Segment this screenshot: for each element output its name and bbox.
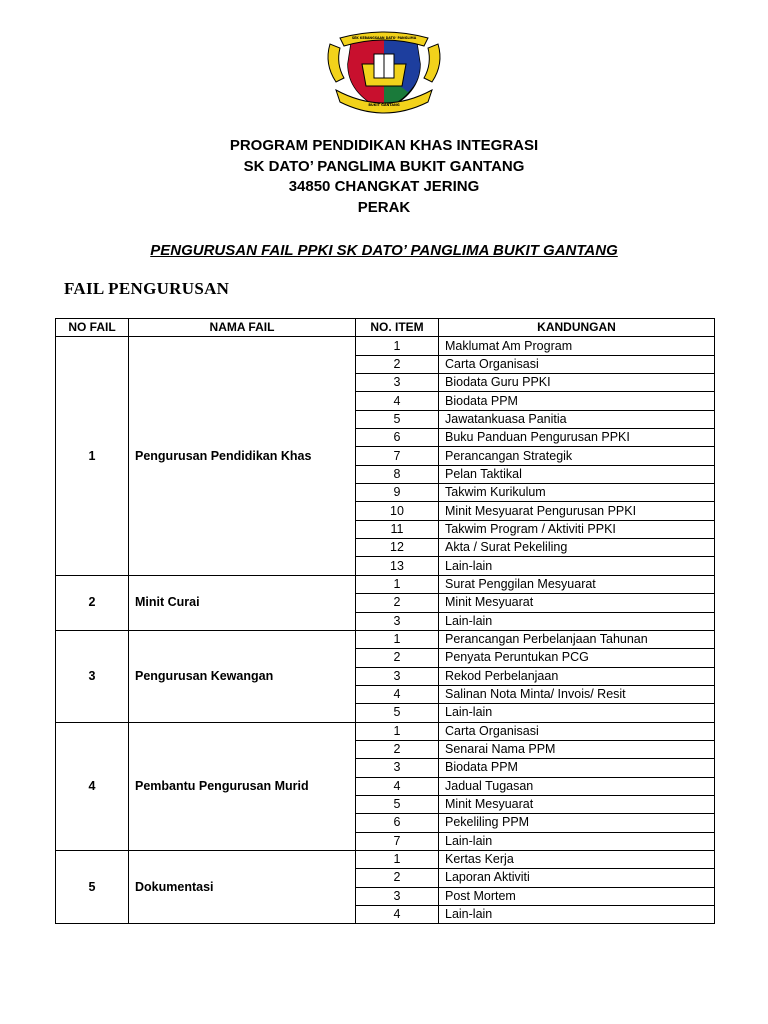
item-number: 3 bbox=[356, 759, 439, 777]
item-number: 2 bbox=[356, 740, 439, 758]
header-kandungan: KANDUNGAN bbox=[439, 319, 715, 337]
item-content: Takwim Kurikulum bbox=[439, 484, 715, 502]
item-content: Lain-lain bbox=[439, 906, 715, 924]
header-nama-fail: NAMA FAIL bbox=[129, 319, 356, 337]
item-number: 2 bbox=[356, 869, 439, 887]
item-content: Pekeliling PPM bbox=[439, 814, 715, 832]
header-address: 34850 CHANGKAT JERING bbox=[288, 178, 480, 195]
table-row bbox=[56, 722, 715, 740]
item-content: Kertas Kerja bbox=[439, 850, 715, 868]
crest-top-banner: SEK KEBANGSAAN DATO' PANGLIMA bbox=[351, 36, 417, 40]
item-content: Post Mortem bbox=[439, 887, 715, 905]
section-title: FAIL PENGURUSAN bbox=[64, 279, 230, 298]
item-number: 1 bbox=[356, 850, 439, 868]
item-number: 1 bbox=[356, 337, 439, 355]
item-content: Takwim Program / Aktiviti PPKI bbox=[439, 520, 715, 538]
item-content: Carta Organisasi bbox=[439, 722, 715, 740]
item-content: Maklumat Am Program bbox=[439, 337, 715, 355]
item-number: 4 bbox=[356, 906, 439, 924]
item-content: Perancangan Perbelanjaan Tahunan bbox=[439, 630, 715, 648]
header-no-fail: NO FAIL bbox=[56, 319, 129, 337]
header-program: PROGRAM PENDIDIKAN KHAS INTEGRASI bbox=[229, 137, 539, 154]
item-content: Lain-lain bbox=[439, 704, 715, 722]
item-content: Akta / Surat Pekeliling bbox=[439, 539, 715, 557]
crest-bottom-banner: BUKIT GANTANG bbox=[368, 103, 400, 107]
item-content: Jawatankuasa Panitia bbox=[439, 410, 715, 428]
item-content: Minit Mesyuarat Pengurusan PPKI bbox=[439, 502, 715, 520]
item-number: 13 bbox=[356, 557, 439, 575]
item-content: Salinan Nota Minta/ Invois/ Resit bbox=[439, 685, 715, 703]
item-content: Surat Penggilan Mesyuarat bbox=[439, 575, 715, 593]
school-crest-icon bbox=[322, 24, 446, 116]
item-content: Lain-lain bbox=[439, 832, 715, 850]
item-number: 6 bbox=[356, 429, 439, 447]
item-content: Pelan Taktikal bbox=[439, 465, 715, 483]
item-number: 4 bbox=[356, 392, 439, 410]
item-content: Perancangan Strategik bbox=[439, 447, 715, 465]
header-school: SK DATO’ PANGLIMA BUKIT GANTANG bbox=[243, 157, 525, 175]
item-content: Senarai Nama PPM bbox=[439, 740, 715, 758]
file-number: 5 bbox=[56, 850, 129, 923]
item-content: Biodata PPM bbox=[439, 759, 715, 777]
item-number: 5 bbox=[356, 410, 439, 428]
table-body bbox=[56, 337, 715, 924]
item-content: Biodata PPM bbox=[439, 392, 715, 410]
item-number: 7 bbox=[356, 447, 439, 465]
item-number: 5 bbox=[356, 704, 439, 722]
file-name: Pembantu Pengurusan Murid bbox=[129, 722, 356, 850]
file-table bbox=[55, 318, 715, 924]
file-number: 3 bbox=[56, 630, 129, 722]
header-state: PERAK bbox=[357, 198, 411, 216]
item-number: 3 bbox=[356, 887, 439, 905]
item-content: Laporan Aktiviti bbox=[439, 869, 715, 887]
item-number: 1 bbox=[356, 630, 439, 648]
item-number: 3 bbox=[356, 612, 439, 630]
item-number: 4 bbox=[356, 777, 439, 795]
item-content: Rekod Perbelanjaan bbox=[439, 667, 715, 685]
table-row bbox=[56, 630, 715, 648]
table-header-row bbox=[56, 319, 715, 337]
item-number: 1 bbox=[356, 575, 439, 593]
item-number: 4 bbox=[356, 685, 439, 703]
item-number: 2 bbox=[356, 649, 439, 667]
file-name: Pengurusan Kewangan bbox=[129, 630, 356, 722]
file-number: 1 bbox=[56, 337, 129, 575]
item-content: Minit Mesyuarat bbox=[439, 795, 715, 813]
item-content: Biodata Guru PPKI bbox=[439, 374, 715, 392]
item-number: 8 bbox=[356, 465, 439, 483]
item-content: Lain-lain bbox=[439, 612, 715, 630]
table-row bbox=[56, 575, 715, 593]
item-number: 5 bbox=[356, 795, 439, 813]
item-number: 2 bbox=[356, 355, 439, 373]
header-no-item: NO. ITEM bbox=[356, 319, 439, 337]
file-name: Minit Curai bbox=[129, 575, 356, 630]
item-content: Buku Panduan Pengurusan PPKI bbox=[439, 429, 715, 447]
item-number: 10 bbox=[356, 502, 439, 520]
item-number: 6 bbox=[356, 814, 439, 832]
table-row bbox=[56, 850, 715, 868]
item-content: Minit Mesyuarat bbox=[439, 594, 715, 612]
file-name: Dokumentasi bbox=[129, 850, 356, 923]
file-number: 2 bbox=[56, 575, 129, 630]
item-number: 9 bbox=[356, 484, 439, 502]
item-number: 7 bbox=[356, 832, 439, 850]
document-header bbox=[0, 136, 768, 218]
item-number: 12 bbox=[356, 539, 439, 557]
item-content: Jadual Tugasan bbox=[439, 777, 715, 795]
item-number: 11 bbox=[356, 520, 439, 538]
file-name: Pengurusan Pendidikan Khas bbox=[129, 337, 356, 575]
table-row bbox=[56, 337, 715, 355]
item-number: 2 bbox=[356, 594, 439, 612]
document-subtitle: PENGURUSAN FAIL PPKI SK DATO’ PANGLIMA BUKIT GANTANG bbox=[150, 242, 618, 259]
file-number: 4 bbox=[56, 722, 129, 850]
item-number: 1 bbox=[356, 722, 439, 740]
item-number: 3 bbox=[356, 374, 439, 392]
item-content: Lain-lain bbox=[439, 557, 715, 575]
item-content: Penyata Peruntukan PCG bbox=[439, 649, 715, 667]
item-number: 3 bbox=[356, 667, 439, 685]
item-content: Carta Organisasi bbox=[439, 355, 715, 373]
